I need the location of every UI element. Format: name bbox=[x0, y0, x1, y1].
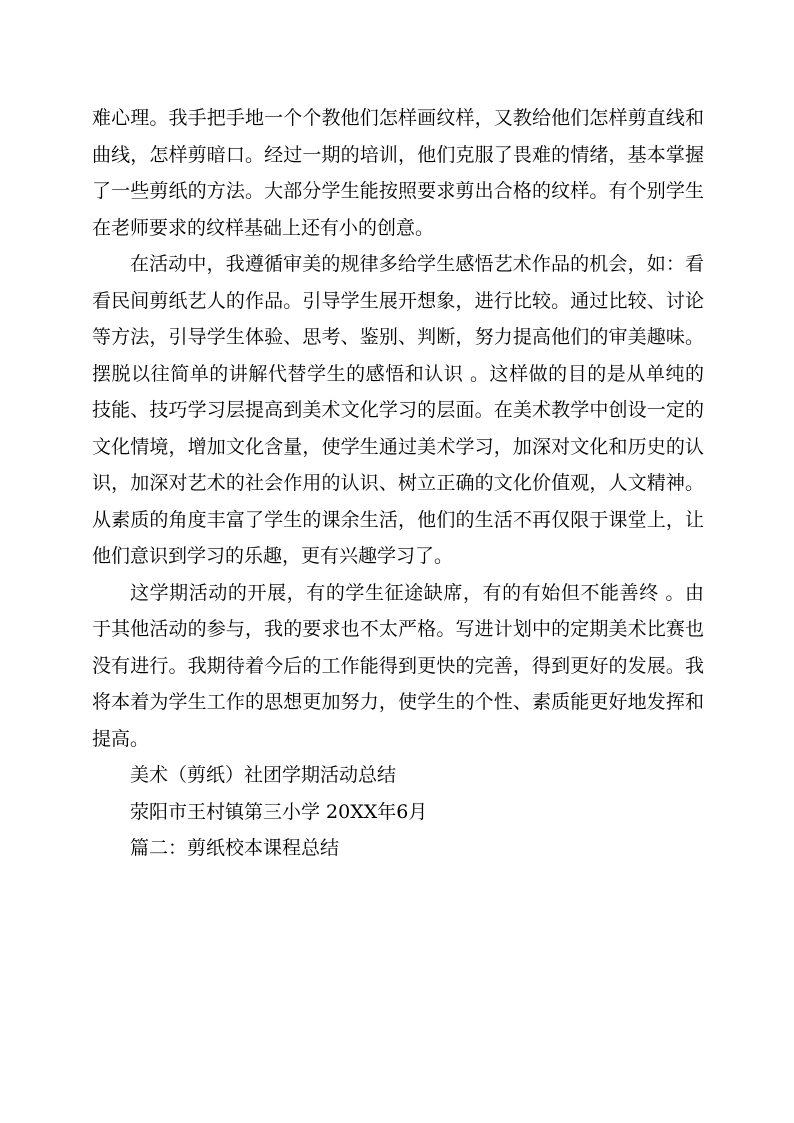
paragraph-continuation: 难心理。我手把手地一个个教他们怎样画纹样，又教给他们怎样剪直线和曲线，怎样剪暗口。经过一期的培训，他们克服了畏难的情绪，基本掌握了一些剪纸的方法。大部分学生能按照要求剪出合格的纹样。有个别学生在老师要求的纹样基础上还有小的创意。 bbox=[92, 107, 704, 239]
next-section-title: 篇二：剪纸校本课程总结 bbox=[130, 837, 340, 859]
paragraph-activities: 在活动中，我遵循审美的规律多给学生感悟艺术作品的机会，如：看看民间剪纸艺人的作品。引导学生展开想象，进行比较。通过比较、讨论等方法，引导学生体验、思考、鉴别、判断，努力提高他们的审美趣味。摆脱以往简单的讲解代替学生的感悟和认识 。这样做的目的是从单纯的技能、技巧学习层提高到美术文化学习的层面。在美术教学中创设一定的文化情境，增加文化含量，使学生通过美术学习，加深对文化和历史的认识，加深对艺术的社会作用的认识、树立正确的文化价值观，人文精神。从素质的角度丰富了学生的课余生活，他们的生活不再仅限于课堂上，让他们意识到学习的乐趣，更有兴趣学习了。 bbox=[92, 253, 704, 567]
closing-title: 美术（剪纸）社团学期活动总结 bbox=[130, 764, 397, 786]
paragraph-reflection: 这学期活动的开展，有的学生征途缺席，有的有始但不能善终 。由于其他活动的参与，我的要求也不太严格。写进计划中的定期美术比赛也没有进行。我期待着今后的工作能得到更快的完善，得到更好的发展。我将本着为学生工作的思想更加努力，使学生的个性、素质能更好地发挥和提高。 bbox=[92, 581, 704, 750]
document-body bbox=[92, 100, 704, 867]
closing-signature: 荥阳市王村镇第三小学 20XX年6月 bbox=[130, 800, 428, 823]
